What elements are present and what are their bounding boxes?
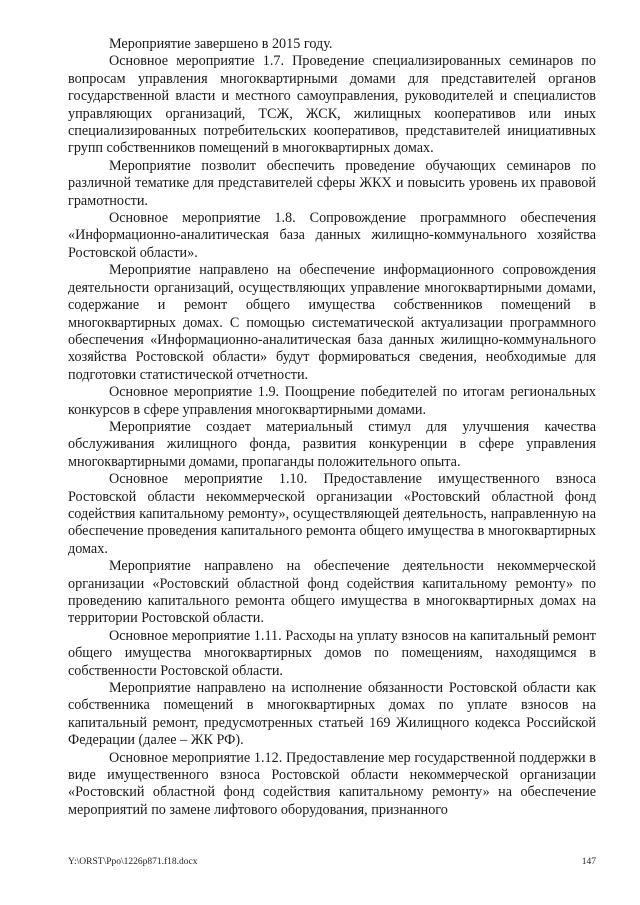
paragraph: Основное мероприятие 1.12. Предоставление мер государственной поддержки в виде имущественного взноса Ростовской области некоммерческой организации «Ростовский областной фонд содействия капитальному ремонту» на обеспечение мероприятий по замене лифтового оборудования, признанного [68, 749, 596, 818]
paragraph: Основное мероприятие 1.11. Расходы на уплату взносов на капитальный ремонт общего имущества многоквартирных домов по помещениям, находящимся в собственности Ростовской области. [68, 627, 596, 679]
page-number: 147 [581, 857, 596, 867]
paragraph: Основное мероприятие 1.10. Предоставление имущественного взноса Ростовской области некоммерческой организации «Ростовский областной фонд содействия капитальному ремонту», осуществляющей деятельность, направленную на обеспечение проведения капитального ремонта общего имущества в многоквартирных домах. [68, 471, 596, 557]
paragraph: Мероприятие направлено на исполнение обязанности Ростовской области как собственника помещений в многоквартирных домах по уплате взносов на капитальный ремонт, предусмотренных статьей 169 Жилищного кодекса Российской Федерации (далее – ЖК РФ). [68, 680, 596, 749]
paragraph: Мероприятие позволит обеспечить проведение обучающих семинаров по различной тематике для представителей сферы ЖКХ и повысить уровень их правовой грамотности. [68, 157, 596, 209]
paragraph: Основное мероприятие 1.8. Сопровождение программного обеспечения «Информационно-аналитическая база данных жилищно-коммунального хозяйства Ростовской области». [68, 210, 596, 261]
paragraph: Основное мероприятие 1.7. Проведение специализированных семинаров по вопросам управления многоквартирными домами для представителей органов государственной власти и местного самоуправления, руководителей и специалистов управляющих организаций, ТСЖ, ЖСК, жилищных кооперативов или иных специализированных потребительских кооперативов, представителей инициативных групп собственников помещений в многоквартирных домах. [68, 53, 596, 157]
paragraph: Мероприятие направлено на обеспечение деятельности некоммерческой организации «Ростовский областной фонд содействия капитальному ремонту» по проведению капитального ремонта общего имущества в многоквартирных домах на территории Ростовской области. [68, 558, 596, 627]
paragraph: Мероприятие создает материальный стимул для улучшения качества обслуживания жилищного фонда, развития конкуренции в сфере управления многоквартирными домами, пропаганды положительного опыта. [68, 418, 596, 470]
paragraph: Мероприятие направлено на обеспечение информационного сопровождения деятельности организаций, осуществляющих управление многоквартирными домами, содержание и ремонт общего имущества собственников помещений в многоквартирных домах. С помощью систематической актуализации программного обеспечения «Информационно-аналитическая база данных жилищно-коммунального хозяйства Ростовской области» будут формироваться сведения, необходимые для подготовки статистической отчетности. [68, 262, 596, 383]
paragraph: Основное мероприятие 1.9. Поощрение победителей по итогам региональных конкурсов в сфере управления многоквартирными домами. [68, 384, 596, 418]
file-path: Y:\ORST\Ppo\1226p871.f18.docx [68, 857, 198, 867]
document-body [68, 36, 596, 819]
paragraph: Мероприятие завершено в 2015 году. [109, 36, 333, 52]
